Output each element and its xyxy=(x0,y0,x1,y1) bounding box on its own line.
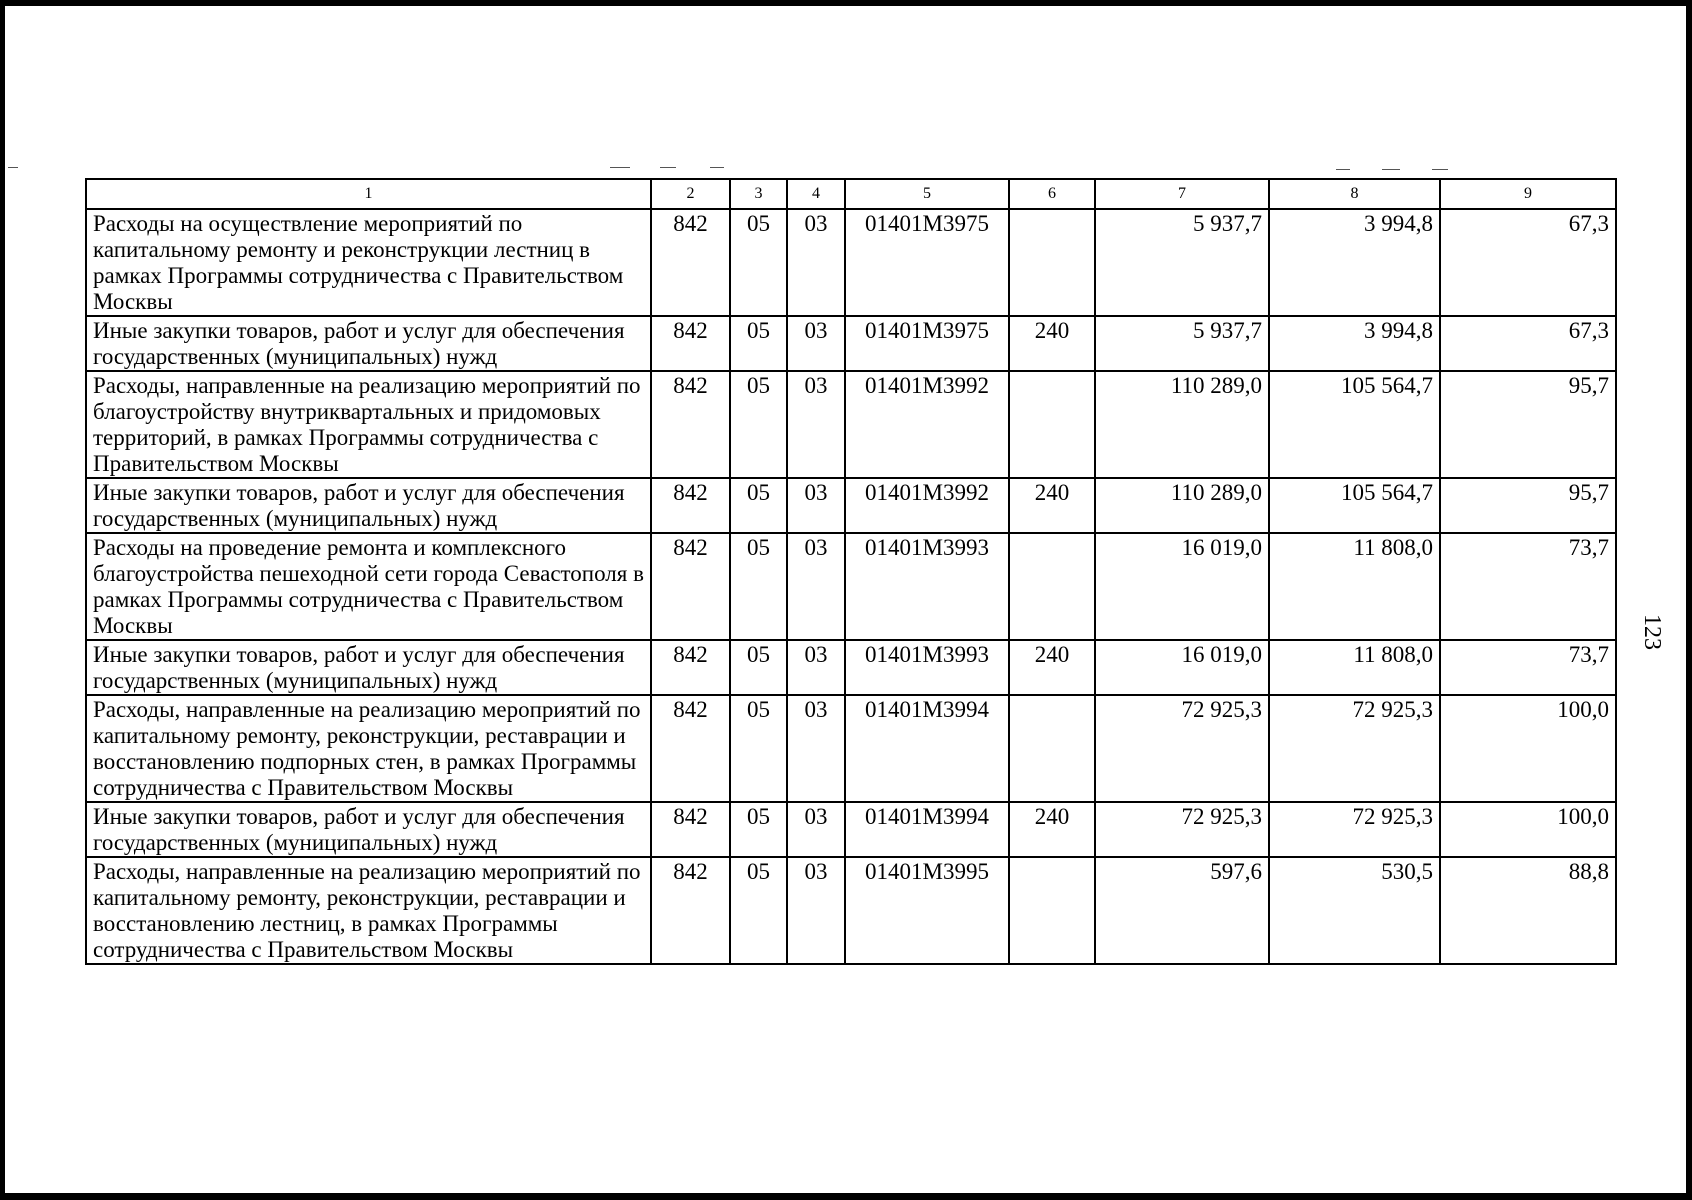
header-row xyxy=(86,179,1616,209)
execution-percent-cell: 73,7 xyxy=(1440,640,1616,695)
section-code-cell: 05 xyxy=(730,695,787,802)
table-row xyxy=(86,209,1616,316)
section-code-cell: 05 xyxy=(730,857,787,964)
scan-speck xyxy=(1336,169,1350,170)
item-name-cell: Иные закупки товаров, работ и услуг для обеспечения государственных (муниципальных) нужд xyxy=(86,802,651,857)
expense-type-cell xyxy=(1009,695,1095,802)
header-cell-3: 3 xyxy=(730,179,787,209)
header-cell-6: 6 xyxy=(1009,179,1095,209)
ministry-code-cell: 842 xyxy=(651,640,730,695)
ministry-code-cell: 842 xyxy=(651,802,730,857)
budget-table xyxy=(85,178,1617,965)
subsection-code-cell: 03 xyxy=(787,695,845,802)
planned-amount-cell: 597,6 xyxy=(1095,857,1269,964)
section-code-cell: 05 xyxy=(730,316,787,371)
subsection-code-cell: 03 xyxy=(787,209,845,316)
planned-amount-cell: 110 289,0 xyxy=(1095,371,1269,478)
executed-amount-cell: 11 808,0 xyxy=(1269,533,1440,640)
planned-amount-cell: 5 937,7 xyxy=(1095,316,1269,371)
item-name-cell: Расходы, направленные на реализацию мероприятий по капитальному ремонту, реконструкции, реставрации и восстановлению лестниц, в рамках Программы сотрудничества с Правительством Москвы xyxy=(86,857,651,964)
scan-speck xyxy=(1432,169,1448,170)
executed-amount-cell: 11 808,0 xyxy=(1269,640,1440,695)
expense-type-cell xyxy=(1009,371,1095,478)
table-row xyxy=(86,478,1616,533)
execution-percent-cell: 95,7 xyxy=(1440,371,1616,478)
ministry-code-cell: 842 xyxy=(651,209,730,316)
execution-percent-cell: 73,7 xyxy=(1440,533,1616,640)
ministry-code-cell: 842 xyxy=(651,478,730,533)
item-name-cell: Иные закупки товаров, работ и услуг для обеспечения государственных (муниципальных) нужд xyxy=(86,640,651,695)
scan-border-right xyxy=(1686,0,1692,1200)
item-name-cell: Иные закупки товаров, работ и услуг для обеспечения государственных (муниципальных) нужд xyxy=(86,478,651,533)
header-cell-8: 8 xyxy=(1269,179,1440,209)
item-name-cell: Расходы, направленные на реализацию мероприятий по капитальному ремонту, реконструкции, реставрации и восстановлению подпорных стен, в рамках Программы сотрудничества с Правительством Москвы xyxy=(86,695,651,802)
section-code-cell: 05 xyxy=(730,371,787,478)
section-code-cell: 05 xyxy=(730,640,787,695)
item-name-cell: Расходы на проведение ремонта и комплексного благоустройства пешеходной сети города Севастополя в рамках Программы сотрудничества с Правительством Москвы xyxy=(86,533,651,640)
target-article-cell: 01401М3993 xyxy=(845,640,1009,695)
expense-type-cell xyxy=(1009,209,1095,316)
executed-amount-cell: 105 564,7 xyxy=(1269,371,1440,478)
scan-speck xyxy=(1382,169,1400,170)
subsection-code-cell: 03 xyxy=(787,802,845,857)
executed-amount-cell: 3 994,8 xyxy=(1269,316,1440,371)
scan-speck xyxy=(8,167,18,168)
subsection-code-cell: 03 xyxy=(787,316,845,371)
planned-amount-cell: 16 019,0 xyxy=(1095,533,1269,640)
execution-percent-cell: 100,0 xyxy=(1440,695,1616,802)
target-article-cell: 01401М3994 xyxy=(845,802,1009,857)
expense-type-cell: 240 xyxy=(1009,640,1095,695)
subsection-code-cell: 03 xyxy=(787,857,845,964)
item-name-cell: Иные закупки товаров, работ и услуг для обеспечения государственных (муниципальных) нужд xyxy=(86,316,651,371)
table-row xyxy=(86,316,1616,371)
table-row xyxy=(86,857,1616,964)
planned-amount-cell: 72 925,3 xyxy=(1095,695,1269,802)
target-article-cell: 01401М3994 xyxy=(845,695,1009,802)
expense-type-cell: 240 xyxy=(1009,802,1095,857)
scan-speck xyxy=(710,167,724,168)
target-article-cell: 01401М3995 xyxy=(845,857,1009,964)
table-body xyxy=(86,179,1616,964)
table-row xyxy=(86,695,1616,802)
header-cell-7: 7 xyxy=(1095,179,1269,209)
planned-amount-cell: 110 289,0 xyxy=(1095,478,1269,533)
table-row xyxy=(86,533,1616,640)
item-name-cell: Расходы на осуществление мероприятий по капитальному ремонту и реконструкции лестниц в рамках Программы сотрудничества с Правительством Москвы xyxy=(86,209,651,316)
section-code-cell: 05 xyxy=(730,209,787,316)
section-code-cell: 05 xyxy=(730,478,787,533)
header-cell-1: 1 xyxy=(86,179,651,209)
subsection-code-cell: 03 xyxy=(787,371,845,478)
expense-type-cell: 240 xyxy=(1009,316,1095,371)
header-cell-9: 9 xyxy=(1440,179,1616,209)
table-row xyxy=(86,802,1616,857)
execution-percent-cell: 88,8 xyxy=(1440,857,1616,964)
scan-border-top xyxy=(0,0,1692,6)
target-article-cell: 01401М3975 xyxy=(845,316,1009,371)
target-article-cell: 01401М3993 xyxy=(845,533,1009,640)
section-code-cell: 05 xyxy=(730,802,787,857)
ministry-code-cell: 842 xyxy=(651,695,730,802)
scan-speck xyxy=(660,167,676,168)
scan-speck xyxy=(610,167,630,168)
target-article-cell: 01401М3992 xyxy=(845,371,1009,478)
header-cell-4: 4 xyxy=(787,179,845,209)
expense-type-cell xyxy=(1009,857,1095,964)
subsection-code-cell: 03 xyxy=(787,533,845,640)
ministry-code-cell: 842 xyxy=(651,857,730,964)
scan-border-bottom xyxy=(0,1193,1692,1200)
planned-amount-cell: 16 019,0 xyxy=(1095,640,1269,695)
expense-type-cell: 240 xyxy=(1009,478,1095,533)
executed-amount-cell: 105 564,7 xyxy=(1269,478,1440,533)
ministry-code-cell: 842 xyxy=(651,371,730,478)
execution-percent-cell: 67,3 xyxy=(1440,209,1616,316)
table-row xyxy=(86,640,1616,695)
ministry-code-cell: 842 xyxy=(651,316,730,371)
executed-amount-cell: 72 925,3 xyxy=(1269,695,1440,802)
planned-amount-cell: 5 937,7 xyxy=(1095,209,1269,316)
target-article-cell: 01401М3992 xyxy=(845,478,1009,533)
target-article-cell: 01401М3975 xyxy=(845,209,1009,316)
ministry-code-cell: 842 xyxy=(651,533,730,640)
header-cell-2: 2 xyxy=(651,179,730,209)
subsection-code-cell: 03 xyxy=(787,478,845,533)
page-number: 123 xyxy=(1639,614,1665,650)
executed-amount-cell: 3 994,8 xyxy=(1269,209,1440,316)
execution-percent-cell: 67,3 xyxy=(1440,316,1616,371)
table-row xyxy=(86,371,1616,478)
execution-percent-cell: 100,0 xyxy=(1440,802,1616,857)
planned-amount-cell: 72 925,3 xyxy=(1095,802,1269,857)
execution-percent-cell: 95,7 xyxy=(1440,478,1616,533)
expense-type-cell xyxy=(1009,533,1095,640)
section-code-cell: 05 xyxy=(730,533,787,640)
subsection-code-cell: 03 xyxy=(787,640,845,695)
scan-border-left xyxy=(0,0,5,1200)
header-cell-5: 5 xyxy=(845,179,1009,209)
executed-amount-cell: 72 925,3 xyxy=(1269,802,1440,857)
item-name-cell: Расходы, направленные на реализацию мероприятий по благоустройству внутриквартальных и придомовых территорий, в рамках Программы сотрудничества с Правительством Москвы xyxy=(86,371,651,478)
executed-amount-cell: 530,5 xyxy=(1269,857,1440,964)
